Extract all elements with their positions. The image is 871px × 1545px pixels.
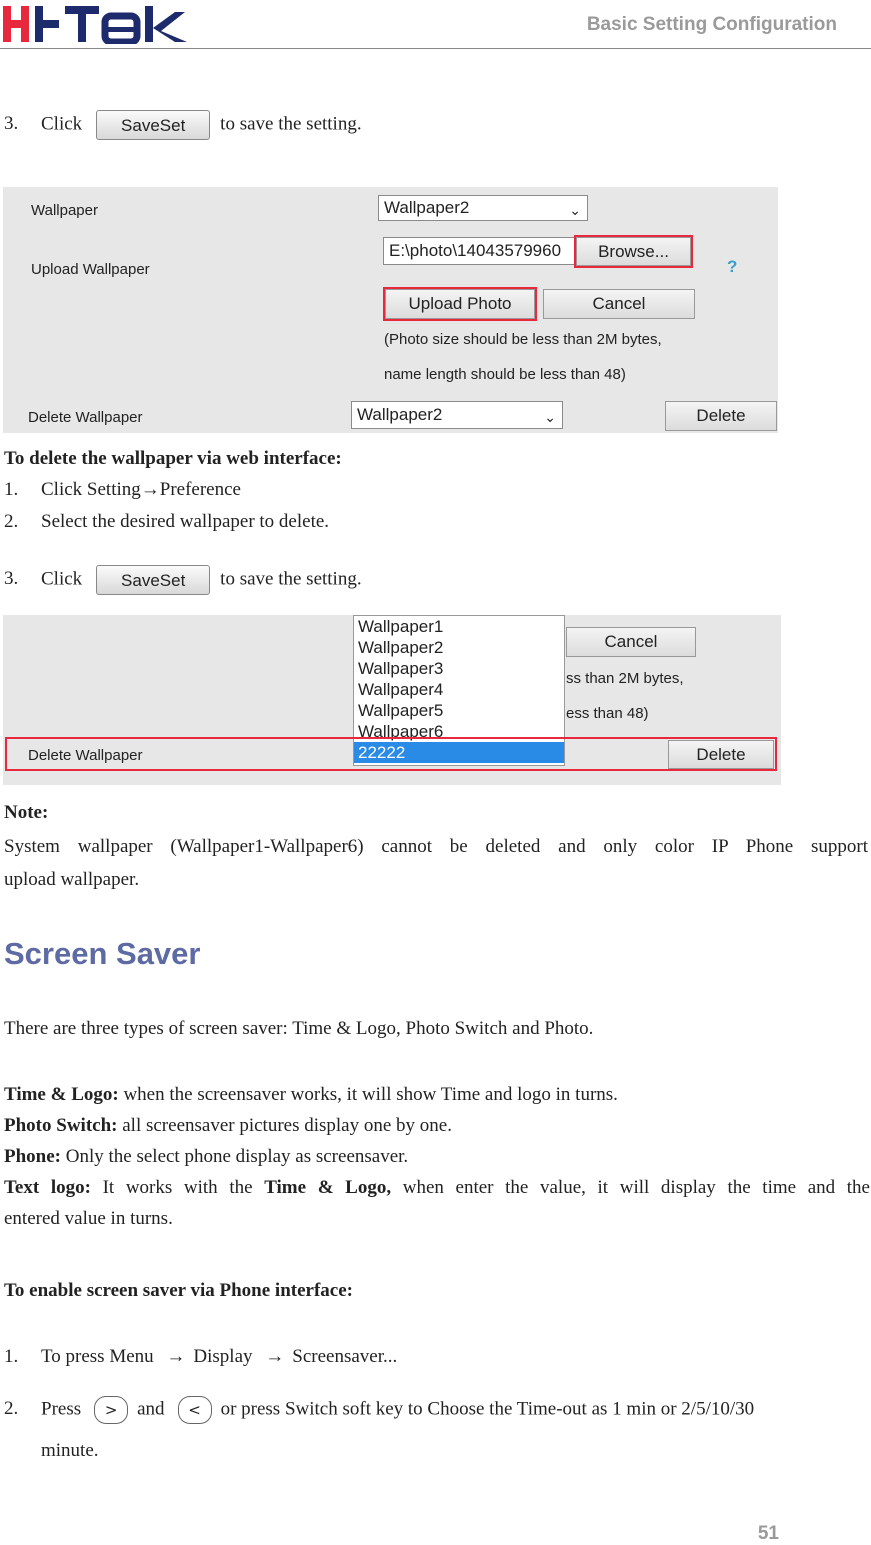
upload-wallpaper-screenshot xyxy=(3,187,778,433)
right-key-icon: > xyxy=(94,1396,128,1424)
delete-step-1: 1. Click Setting→Preference xyxy=(4,479,241,500)
help-icon[interactable]: ? xyxy=(727,257,738,276)
page-number: 51 xyxy=(757,1523,779,1544)
step-3-save: 3. Click SaveSet to save the setting. xyxy=(4,110,362,140)
delete-button[interactable]: Delete xyxy=(665,401,777,431)
upload-note-line2-partial: ess than 48) xyxy=(566,705,649,722)
enable-step-1: 1. To press Menu → Display → Screensaver... xyxy=(4,1346,398,1367)
screen-saver-intro: There are three types of screen saver: Time & Logo, Photo Switch and Photo. xyxy=(4,1018,594,1039)
type-text-logo-cont: entered value in turns. xyxy=(4,1208,173,1229)
arrow-right-icon: → xyxy=(265,1346,285,1367)
file-path-field[interactable]: E:\photo\14043579960 xyxy=(383,237,575,265)
saveset-button[interactable]: SaveSet xyxy=(96,110,210,140)
upload-note-line1: (Photo size should be less than 2M bytes, xyxy=(384,331,662,348)
type-photo-switch: Photo Switch: all screensaver pictures display one by one. xyxy=(4,1115,452,1136)
enable-heading: To enable screen saver via Phone interface: xyxy=(4,1280,353,1301)
delete-step-2: 2. Select the desired wallpaper to delete. xyxy=(4,511,330,532)
note-label: Note: xyxy=(4,802,49,823)
dropdown-option[interactable]: Wallpaper3 xyxy=(358,659,444,678)
delete-wallpaper-select[interactable]: Wallpaper2 ⌄ xyxy=(351,401,563,429)
enable-step-2: 2. Press > and < or press Switch soft key to Choose the Time-out as 1 min or 2/5/10/30 xyxy=(4,1396,870,1424)
left-key-icon: < xyxy=(178,1396,212,1424)
dropdown-option[interactable]: Wallpaper2 xyxy=(358,638,444,657)
browse-button[interactable]: Browse... xyxy=(576,237,691,266)
note-line-2: upload wallpaper. xyxy=(4,869,140,890)
dropdown-option[interactable]: Wallpaper1 xyxy=(358,617,444,636)
delete-wallpaper-screenshot xyxy=(3,615,781,785)
delete-wallpaper-label: Delete Wallpaper xyxy=(28,409,143,426)
dropdown-option-selected[interactable]: 22222 xyxy=(354,742,564,763)
note-line-1: System wallpaper (Wallpaper1-Wallpaper6) cannot be deleted and only color IP Phone support xyxy=(4,836,868,857)
type-text-logo: Text logo: It works with the Time & Logo, when enter the value, it will display the time and the xyxy=(4,1177,870,1198)
wallpaper-select[interactable]: Wallpaper2 ⌄ xyxy=(378,195,588,221)
delete-step-3: 3. Click SaveSet to save the setting. xyxy=(4,565,362,595)
dropdown-option[interactable]: Wallpaper5 xyxy=(358,701,444,720)
document-title: Basic Setting Configuration xyxy=(586,14,837,35)
upload-note-line2: name length should be less than 48) xyxy=(384,366,626,383)
cancel-button[interactable]: Cancel xyxy=(566,627,696,657)
wallpaper-label: Wallpaper xyxy=(31,202,98,219)
upload-wallpaper-label: Upload Wallpaper xyxy=(31,261,150,278)
arrow-right-icon: → xyxy=(140,479,160,500)
upload-note-line1-partial: ss than 2M bytes, xyxy=(566,670,684,687)
delete-wallpaper-label: Delete Wallpaper xyxy=(28,747,143,764)
type-time-logo: Time & Logo: when the screensaver works, it will show Time and logo in turns. xyxy=(4,1084,618,1105)
section-title-screen-saver: Screen Saver xyxy=(4,936,201,971)
cancel-button[interactable]: Cancel xyxy=(543,289,695,319)
delete-button[interactable]: Delete xyxy=(668,740,774,769)
screen-saver-types xyxy=(4,1079,870,1234)
chevron-down-icon: ⌄ xyxy=(544,409,556,425)
type-phone: Phone: Only the select phone display as screensaver. xyxy=(4,1146,409,1167)
saveset-button[interactable]: SaveSet xyxy=(96,565,210,595)
htek-logo xyxy=(3,4,191,44)
chevron-down-icon: ⌄ xyxy=(569,202,581,218)
dropdown-option[interactable]: Wallpaper6 xyxy=(358,722,444,741)
enable-step-2-cont: minute. xyxy=(41,1440,99,1461)
upload-photo-button[interactable]: Upload Photo xyxy=(385,289,535,319)
arrow-right-icon: → xyxy=(166,1346,186,1367)
header-divider xyxy=(0,48,871,49)
dropdown-option[interactable]: Wallpaper4 xyxy=(358,680,444,699)
delete-heading: To delete the wallpaper via web interface: xyxy=(4,448,342,469)
